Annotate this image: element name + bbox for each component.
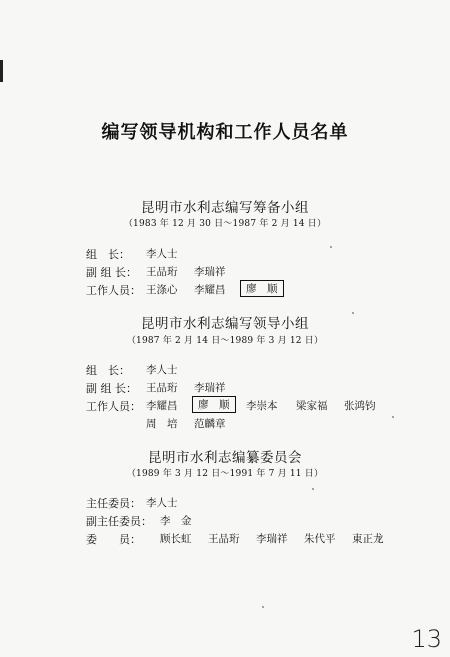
section-2-staff-name-3: 李崇本 bbox=[246, 400, 278, 412]
section-2-leader-name: 李人士 bbox=[146, 364, 178, 376]
section-3-member-name-1: 顾长虹 bbox=[160, 533, 192, 545]
section-3-label-chair: 主任委员： bbox=[86, 497, 141, 510]
section-1-staff-name-2: 李耀昌 bbox=[194, 284, 226, 296]
section-3-member-name-3: 李瑞祥 bbox=[256, 533, 288, 545]
section-3-label-members: 委 员： bbox=[86, 533, 141, 546]
section-1-staff-name-3-boxed: 廖 顺 bbox=[240, 280, 284, 297]
section-3-member-name-4: 朱代平 bbox=[304, 533, 336, 545]
scan-speck bbox=[392, 416, 394, 418]
section-3-member-name-5: 東正龙 bbox=[352, 533, 384, 545]
section-2-staff-name-4: 梁家福 bbox=[296, 400, 328, 412]
section-2-deputy-name-2: 李瑞祥 bbox=[194, 382, 226, 394]
section-1-deputy-name-1: 王品珩 bbox=[146, 266, 178, 278]
section-1-leader-name: 李人士 bbox=[146, 248, 178, 260]
section-2-staff-name-7: 范麟章 bbox=[194, 418, 226, 430]
scan-speck bbox=[312, 488, 314, 490]
section-2-staff-name-5: 张鸿钧 bbox=[344, 400, 376, 412]
section-3-title: 昆明市水利志编纂委员会 bbox=[148, 450, 302, 466]
page-title: 编写领导机构和工作人员名单 bbox=[101, 122, 349, 143]
section-2-label-leader: 组 长： bbox=[86, 364, 130, 377]
section-3-chair-name: 李人士 bbox=[146, 497, 178, 509]
section-2-label-staff: 工作人员： bbox=[86, 400, 141, 413]
page-number: 13 bbox=[411, 625, 442, 653]
section-2-staff-name-2-boxed: 廖 顺 bbox=[192, 396, 236, 413]
section-2-deputy-name-1: 王品珩 bbox=[146, 382, 178, 394]
section-1-label-leader: 组 长： bbox=[86, 248, 130, 261]
section-1-staff-name-1: 王涤心 bbox=[146, 284, 178, 296]
section-2-staff-name-6: 周 培 bbox=[146, 418, 178, 430]
scan-speck bbox=[262, 606, 264, 608]
section-1-title: 昆明市水利志编写筹备小组 bbox=[141, 200, 309, 216]
scan-speck bbox=[330, 246, 332, 248]
section-2-label-deputy: 副 组 长： bbox=[86, 382, 137, 395]
section-1-dates: （1983 年 12 月 30 日～1987 年 2 月 14 日） bbox=[123, 219, 327, 229]
section-1-label-deputy: 副 组 长： bbox=[86, 266, 137, 279]
section-2-dates: （1987 年 2 月 14 日～1989 年 3 月 12 日） bbox=[126, 336, 324, 346]
section-3-dates: （1989 年 3 月 12 日～1991 年 7 月 11 日） bbox=[126, 469, 324, 479]
section-3-member-name-2: 王品珩 bbox=[208, 533, 240, 545]
section-2-staff-name-1: 李耀昌 bbox=[146, 400, 178, 412]
section-1-deputy-name-2: 李瑞祥 bbox=[194, 266, 226, 278]
section-3-vice-chair-name: 李 金 bbox=[160, 515, 192, 527]
scan-speck bbox=[352, 312, 354, 314]
section-3-label-vice-chair: 副主任委员： bbox=[86, 515, 152, 528]
section-2-title: 昆明市水利志编写领导小组 bbox=[141, 316, 309, 332]
scan-edge-mark bbox=[0, 60, 3, 82]
section-1-label-staff: 工作人员： bbox=[86, 284, 141, 297]
